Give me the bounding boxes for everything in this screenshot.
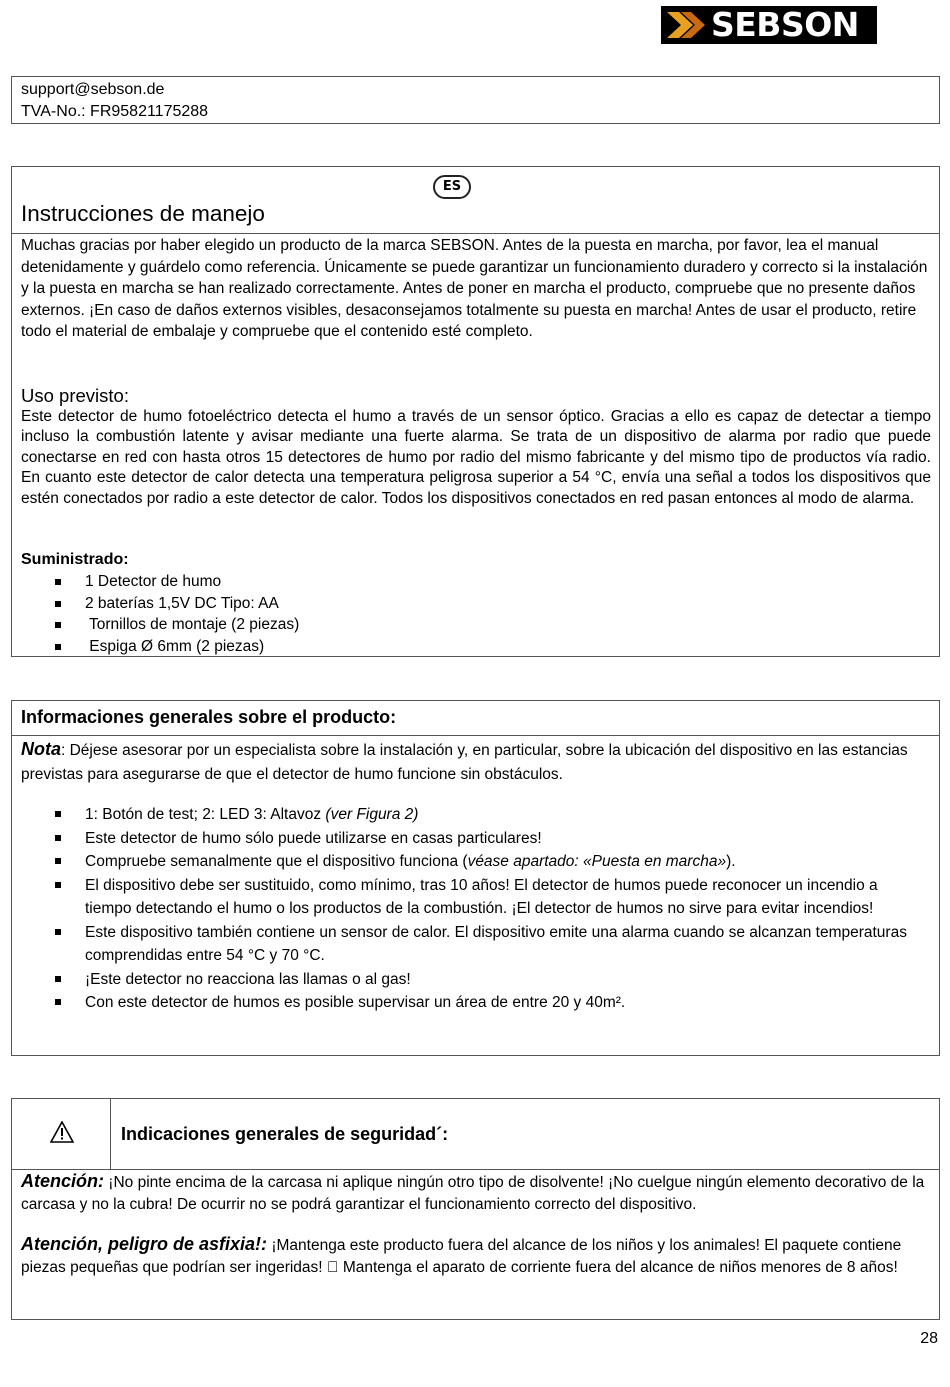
list-item-text: 1: Botón de test; 2: LED 3: Altavoz	[85, 806, 326, 823]
safety-heading: Indicaciones generales de seguridad´:	[121, 1124, 449, 1144]
list-item-text: ).	[726, 853, 736, 870]
attention-label: Atención:	[21, 1171, 104, 1191]
safety-header	[12, 1099, 939, 1170]
product-info-heading: Informaciones generales sobre el producto:	[21, 707, 397, 727]
brand-name: SEBSON	[711, 5, 859, 44]
note-paragraph	[21, 737, 933, 787]
note-label: Nota	[21, 739, 61, 759]
contact-box	[11, 76, 940, 124]
list-item: ¡Este detector no reacciona las llamas o al gas!	[55, 968, 915, 992]
instructions-section	[11, 166, 940, 657]
list-item: Tornillos de montaje (2 piezas)	[55, 614, 299, 636]
attention-paragraph	[21, 1171, 933, 1215]
list-item: Este dispositivo también contiene un sensor de calor. El dispositivo emite una alarma cuando se alcanzan temperaturas comprendidas entre 54 °C y 70 °C.	[55, 921, 915, 968]
list-item: El dispositivo debe ser sustituido, como mínimo, tras 10 años! El detector de humos puede reconocer un incendio a tiempo detectando el humo o los productos de la combustión. ¡El detector de humos no sirve para evitar incendios!	[55, 874, 915, 921]
suffocation-warning-label: Atención, peligro de asfixia!:	[21, 1234, 268, 1254]
product-info-section	[11, 700, 940, 1056]
list-item: Este detector de humo sólo puede utilizarse en casas particulares!	[55, 827, 915, 851]
suffocation-warning-paragraph	[21, 1234, 933, 1278]
supplied-list	[55, 571, 299, 657]
intro-paragraph: Muchas gracias por haber elegido un producto de la marca SEBSON. Antes de la puesta en marcha, por favor, lea el manual detenidamente y guárdelo como referencia. Únicamente se puede garantizar un funcionamiento duradero y correcto si la instalación y la puesta en marcha se han realizado correctamente. Antes de poner en marcha el producto, compruebe que no presente daños externos. ¡En caso de daños externos visibles, desaconsejamos totalmente su puesta en marcha! Antes de usar el producto, retire todo el material de embalaje y compruebe que el contenido esté completo.	[21, 237, 928, 340]
list-item: Con este detector de humos es posible supervisar un área de entre 20 y 40m².	[55, 991, 915, 1015]
sebson-logo	[661, 6, 877, 44]
tva-number: TVA-No.: FR95821175288	[21, 103, 209, 120]
product-info-list	[55, 803, 915, 1015]
warning-triangle-icon	[50, 1121, 74, 1143]
supplied-heading: Suministrado:	[21, 551, 129, 568]
list-item: 2 baterías 1,5V DC Tipo: AA	[55, 593, 299, 615]
safety-section	[11, 1098, 940, 1320]
attention-text: ¡No pinte encima de la carcasa ni aplique ningún otro tipo de disolvente! ¡No cuelgue ningún elemento decorativo de la carcasa y no la cubra! De ocurrir no se podrá garantizar el funcionamiento correcto del dispositivo.	[21, 1174, 925, 1213]
language-badge: ES	[433, 175, 471, 199]
product-info-header	[12, 701, 939, 736]
intended-use-heading: Uso previsto:	[21, 385, 129, 406]
support-email: support@sebson.de	[21, 81, 165, 98]
list-item-text: Compruebe semanalmente que el dispositivo funciona (	[85, 853, 468, 870]
list-item: 1 Detector de humo	[55, 571, 299, 593]
figure-reference: (ver Figura 2)	[325, 806, 419, 823]
page-title: Instrucciones de manejo	[21, 201, 265, 226]
warning-icon-cell	[12, 1099, 111, 1169]
section-reference: véase apartado: «Puesta en marcha»	[467, 853, 727, 870]
note-text: : Déjese asesorar por un especialista sobre la instalación y, en particular, sobre la ubicación del dispositivo en las estancias previstas para asegurarse de que el detector de humo funcione sin obstáculos.	[21, 742, 908, 783]
list-item: Espiga Ø 6mm (2 piezas)	[55, 636, 299, 658]
intended-use-text: Este detector de humo fotoeléctrico detecta el humo a través de un sensor óptico. Gracias a ello es capaz de detectar a tiempo incluso la combustión latente y avisar mediante una fuerte alarma. Se trata de un dispositivo de alarma por radio que puede conectarse en red con hasta otros 15 detectores de humo por radio del mismo fabricante y del mismo tipo de productos vía radio. En cuanto este detector de calor detecta una temperatura peligrosa superior a 54 °C, envía una señal a todos los dispositivos que estén conectados por radio a este detector de calor. Todos los dispositivos conectados en red pasan entonces al modo de alarma.	[21, 408, 931, 507]
suffocation-warning-text: ¡Mantenga este producto fuera del alcance de los niños y los animales! El paquete contiene piezas pequeñas que podrían ser ingeridas! Mantenga el aparato de corriente fuera del alcance de niños menores de 8 años!	[21, 1237, 902, 1276]
instructions-header	[12, 167, 939, 234]
chevron-logo-icon	[661, 6, 717, 44]
list-item	[55, 850, 915, 874]
list-item	[55, 803, 915, 827]
page-number: 28	[920, 1330, 938, 1347]
